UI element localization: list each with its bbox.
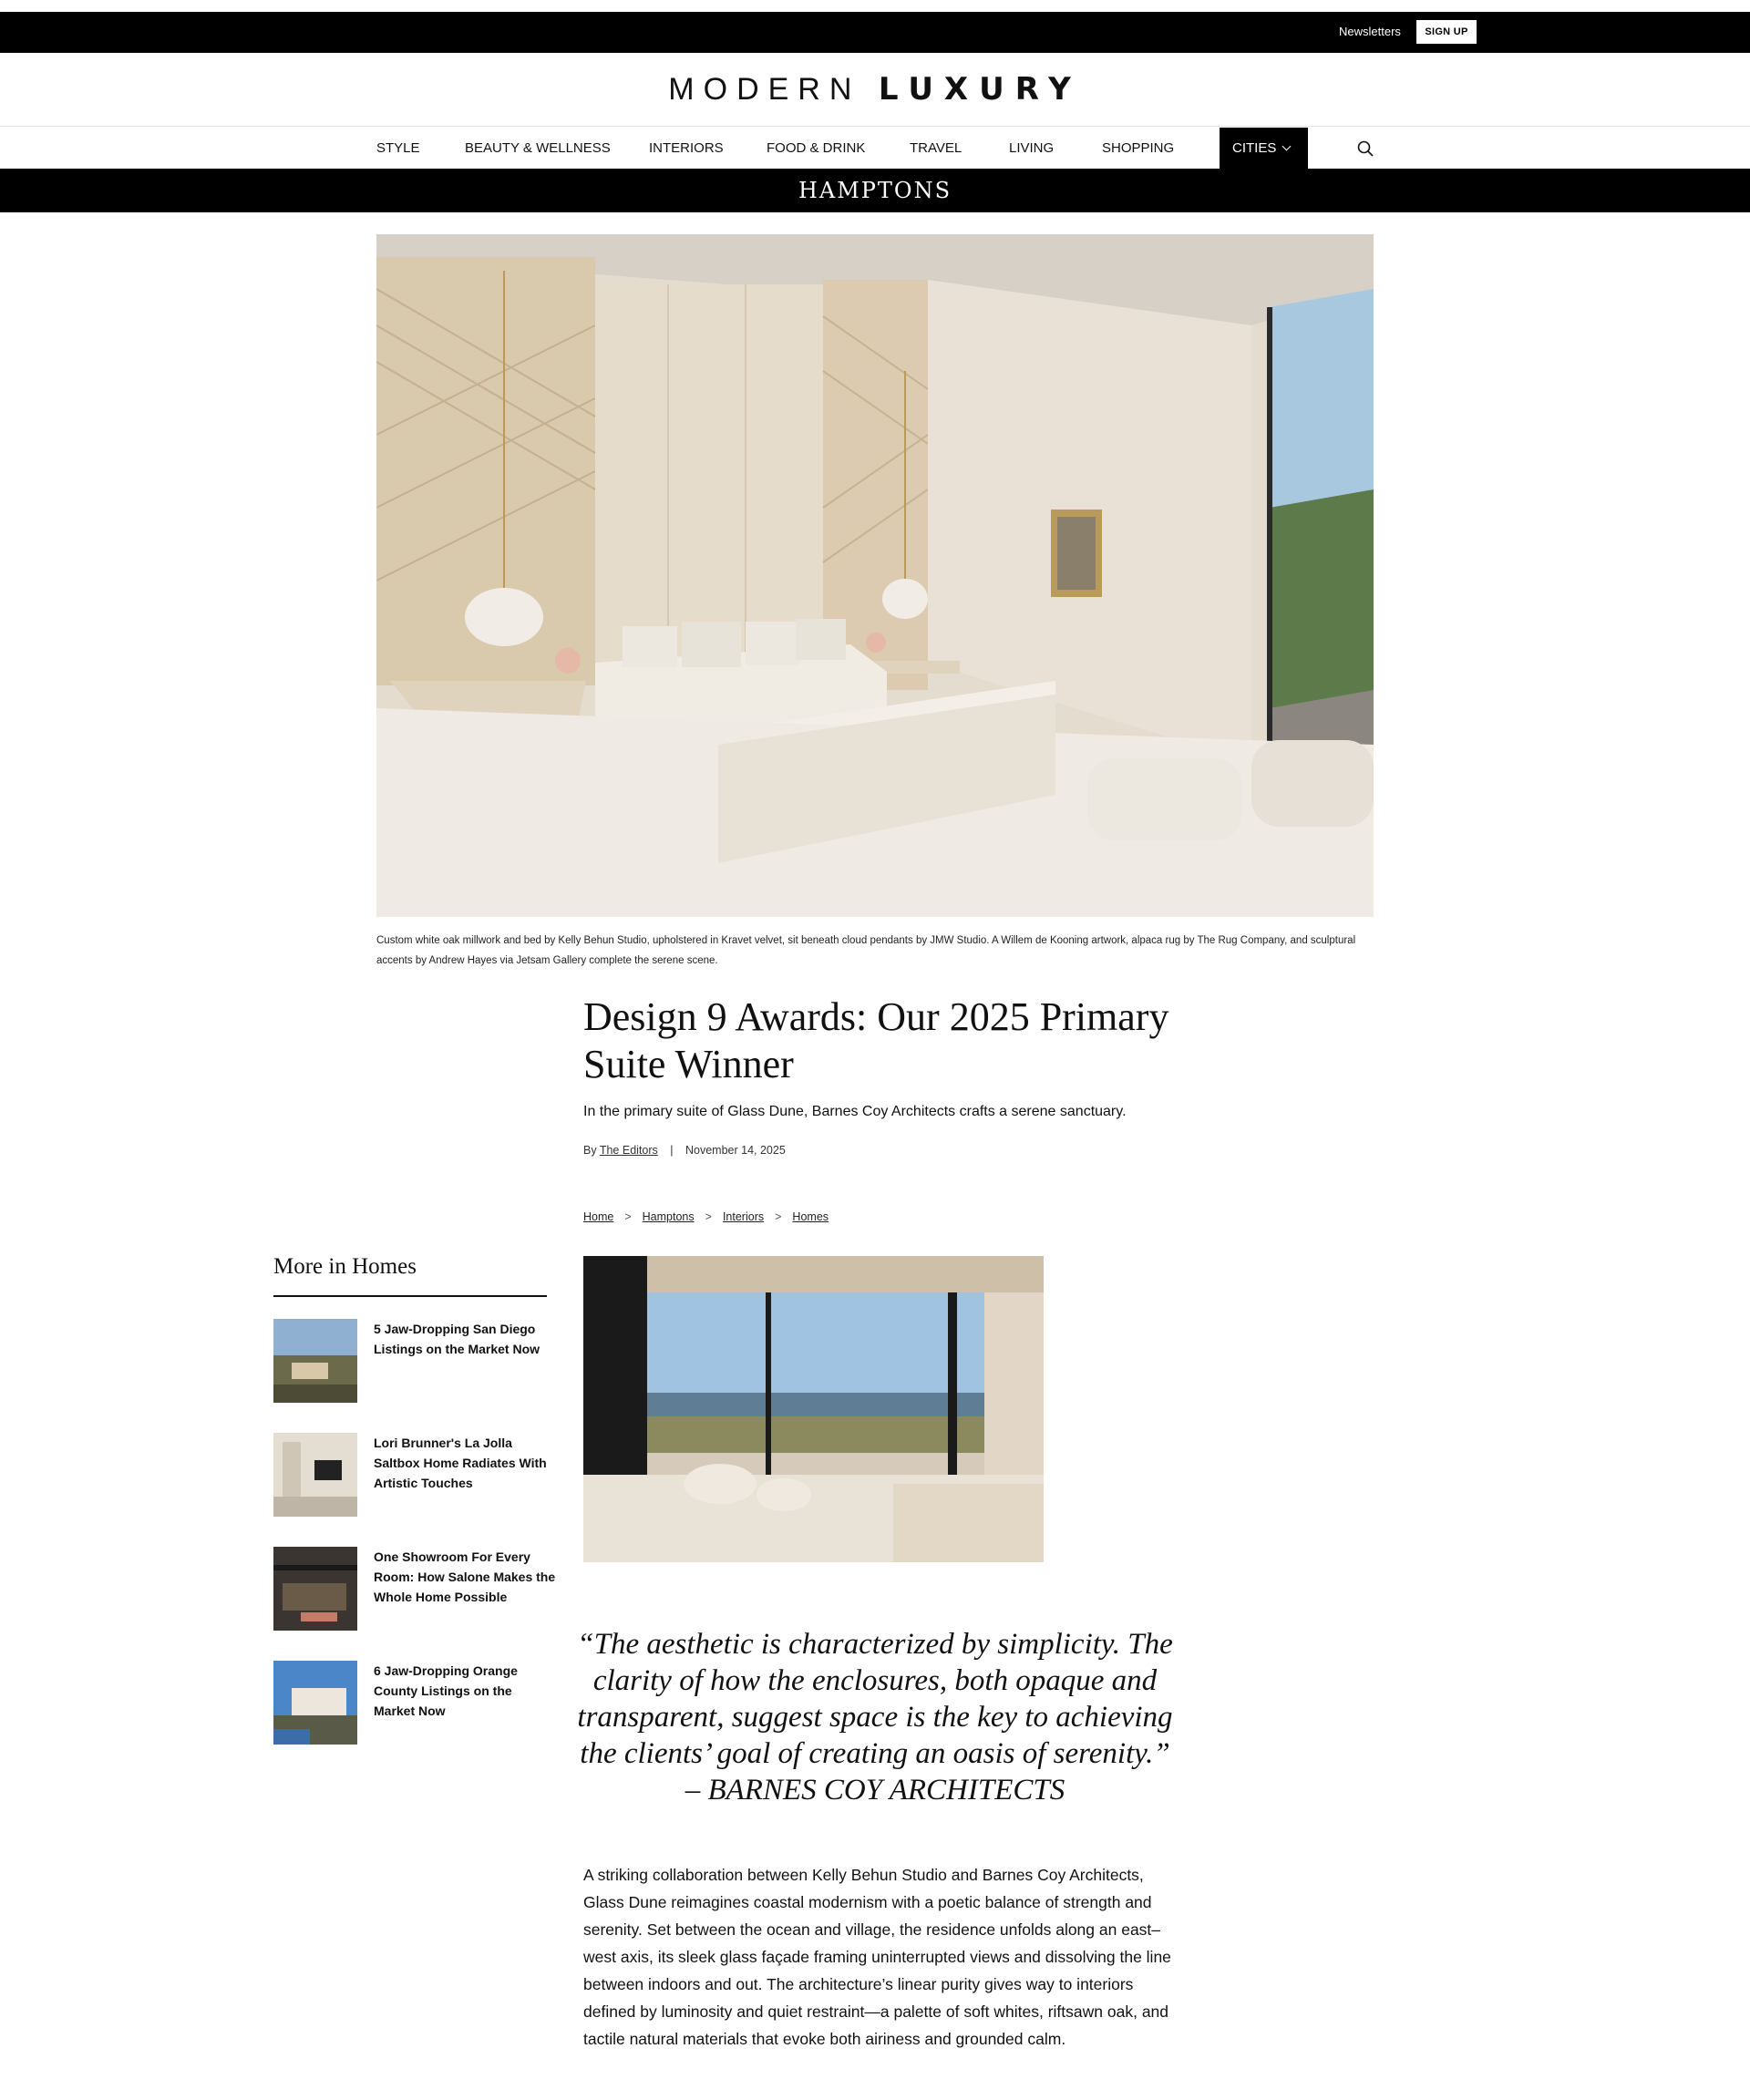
list-item-title[interactable]: 5 Jaw-Dropping San Diego Listings on the Market Now: [374, 1322, 540, 1356]
breadcrumb: [583, 1210, 829, 1223]
nav-item-beauty-wellness[interactable]: BEAUTY & WELLNESS: [465, 140, 611, 156]
thumbnail-image[interactable]: [273, 1433, 357, 1517]
list-item-title[interactable]: 6 Jaw-Dropping Orange County Listings on the Market Now: [374, 1663, 518, 1718]
main-nav: [0, 126, 1750, 169]
byline: [583, 1144, 786, 1157]
thumbnail-image[interactable]: [273, 1319, 357, 1403]
cities-label: CITIES: [1232, 140, 1277, 156]
nav-item-style[interactable]: STYLE: [376, 140, 420, 156]
hero-image: [376, 234, 1374, 917]
chevron-down-icon: [1282, 142, 1292, 151]
byline-separator: |: [670, 1144, 674, 1157]
list-item[interactable]: [273, 1319, 556, 1403]
sidebar-divider: [273, 1295, 547, 1297]
breadcrumb-hamptons[interactable]: Hamptons: [642, 1210, 695, 1223]
thumbnail-image[interactable]: [273, 1547, 357, 1631]
site-logo[interactable]: [0, 71, 1750, 108]
logo-luxury: LUXURY: [878, 71, 1082, 108]
list-item[interactable]: [273, 1661, 556, 1745]
pull-quote-text: “The aesthetic is characterized by simplicity. The clarity of how the enclosures, both opaque and transparent, suggest space is the key to achieving the clients’ goal of creating an oasis of serenity.”: [577, 1628, 1173, 1770]
article-body-paragraph: A striking collaboration between Kelly Behun Studio and Barnes Coy Architects, Glass Dune reimagines coastal modernism with a poetic balance of strength and serenity. Set between the ocean and village, the residence unfolds along an east–west axis, its sleek glass façade framing uninterrupted views and dissolving the line between indoors and out. The architecture’s linear purity gives way to interiors defined by luminosity and quiet restraint—a palette of soft whites, riftsawn oak, and tactile natural materials that evoke both airiness and grounded calm.: [583, 1866, 1171, 2048]
breadcrumb-interiors[interactable]: Interiors: [722, 1210, 765, 1223]
cities-dropdown[interactable]: [1220, 128, 1308, 169]
list-item-title[interactable]: Lori Brunner's La Jolla Saltbox Home Radiates With Artistic Touches: [374, 1436, 547, 1490]
city-banner[interactable]: HAMPTONS: [0, 169, 1750, 212]
more-in-homes-heading: More in Homes: [273, 1254, 417, 1279]
byline-by: By: [583, 1144, 597, 1157]
thumbnail-image[interactable]: [273, 1661, 357, 1745]
breadcrumb-homes[interactable]: Homes: [792, 1210, 829, 1223]
article-image: [583, 1256, 1044, 1562]
list-item[interactable]: [273, 1547, 556, 1631]
newsletters-link[interactable]: Newsletters: [1339, 25, 1401, 38]
nav-item-interiors[interactable]: INTERIORS: [649, 140, 724, 156]
logo-modern: MODERN: [668, 72, 861, 107]
article-title: Design 9 Awards: Our 2025 Primary Suite Winner: [583, 994, 1169, 1086]
article-dek: In the primary suite of Glass Dune, Barnes Coy Architects crafts a serene sanctuary.: [583, 1104, 1127, 1119]
breadcrumb-separator: >: [705, 1210, 712, 1223]
list-item[interactable]: [273, 1433, 556, 1517]
nav-item-shopping[interactable]: SHOPPING: [1102, 140, 1175, 156]
top-utility-bar: [0, 12, 1750, 53]
publish-date: November 14, 2025: [685, 1144, 786, 1157]
breadcrumb-separator: >: [624, 1210, 632, 1223]
pull-quote-attribution: BARNES COY ARCHITECTS: [707, 1774, 1065, 1807]
pull-quote: [574, 1626, 1176, 1808]
list-item-title[interactable]: One Showroom For Every Room: How Salone Makes the Whole Home Possible: [374, 1549, 556, 1604]
nav-item-food-drink[interactable]: FOOD & DRINK: [767, 140, 866, 156]
nav-item-living[interactable]: LIVING: [1009, 140, 1055, 156]
nav-item-travel[interactable]: TRAVEL: [910, 140, 962, 156]
pull-quote-dash: –: [685, 1774, 701, 1807]
hero-caption: Custom white oak millwork and bed by Kelly Behun Studio, upholstered in Kravet velvet, sit beneath cloud pendants by JMW Studio. A Willem de Kooning artwork, alpaca rug by The Rug Company, and sculptural accents by Andrew Hayes via Jetsam Gallery complete the serene scene.: [376, 935, 1356, 966]
author-link[interactable]: The Editors: [599, 1144, 658, 1157]
search-icon[interactable]: [1356, 139, 1374, 158]
breadcrumb-home[interactable]: Home: [583, 1210, 614, 1223]
breadcrumb-separator: >: [775, 1210, 782, 1223]
sign-up-button[interactable]: SIGN UP: [1416, 20, 1477, 44]
